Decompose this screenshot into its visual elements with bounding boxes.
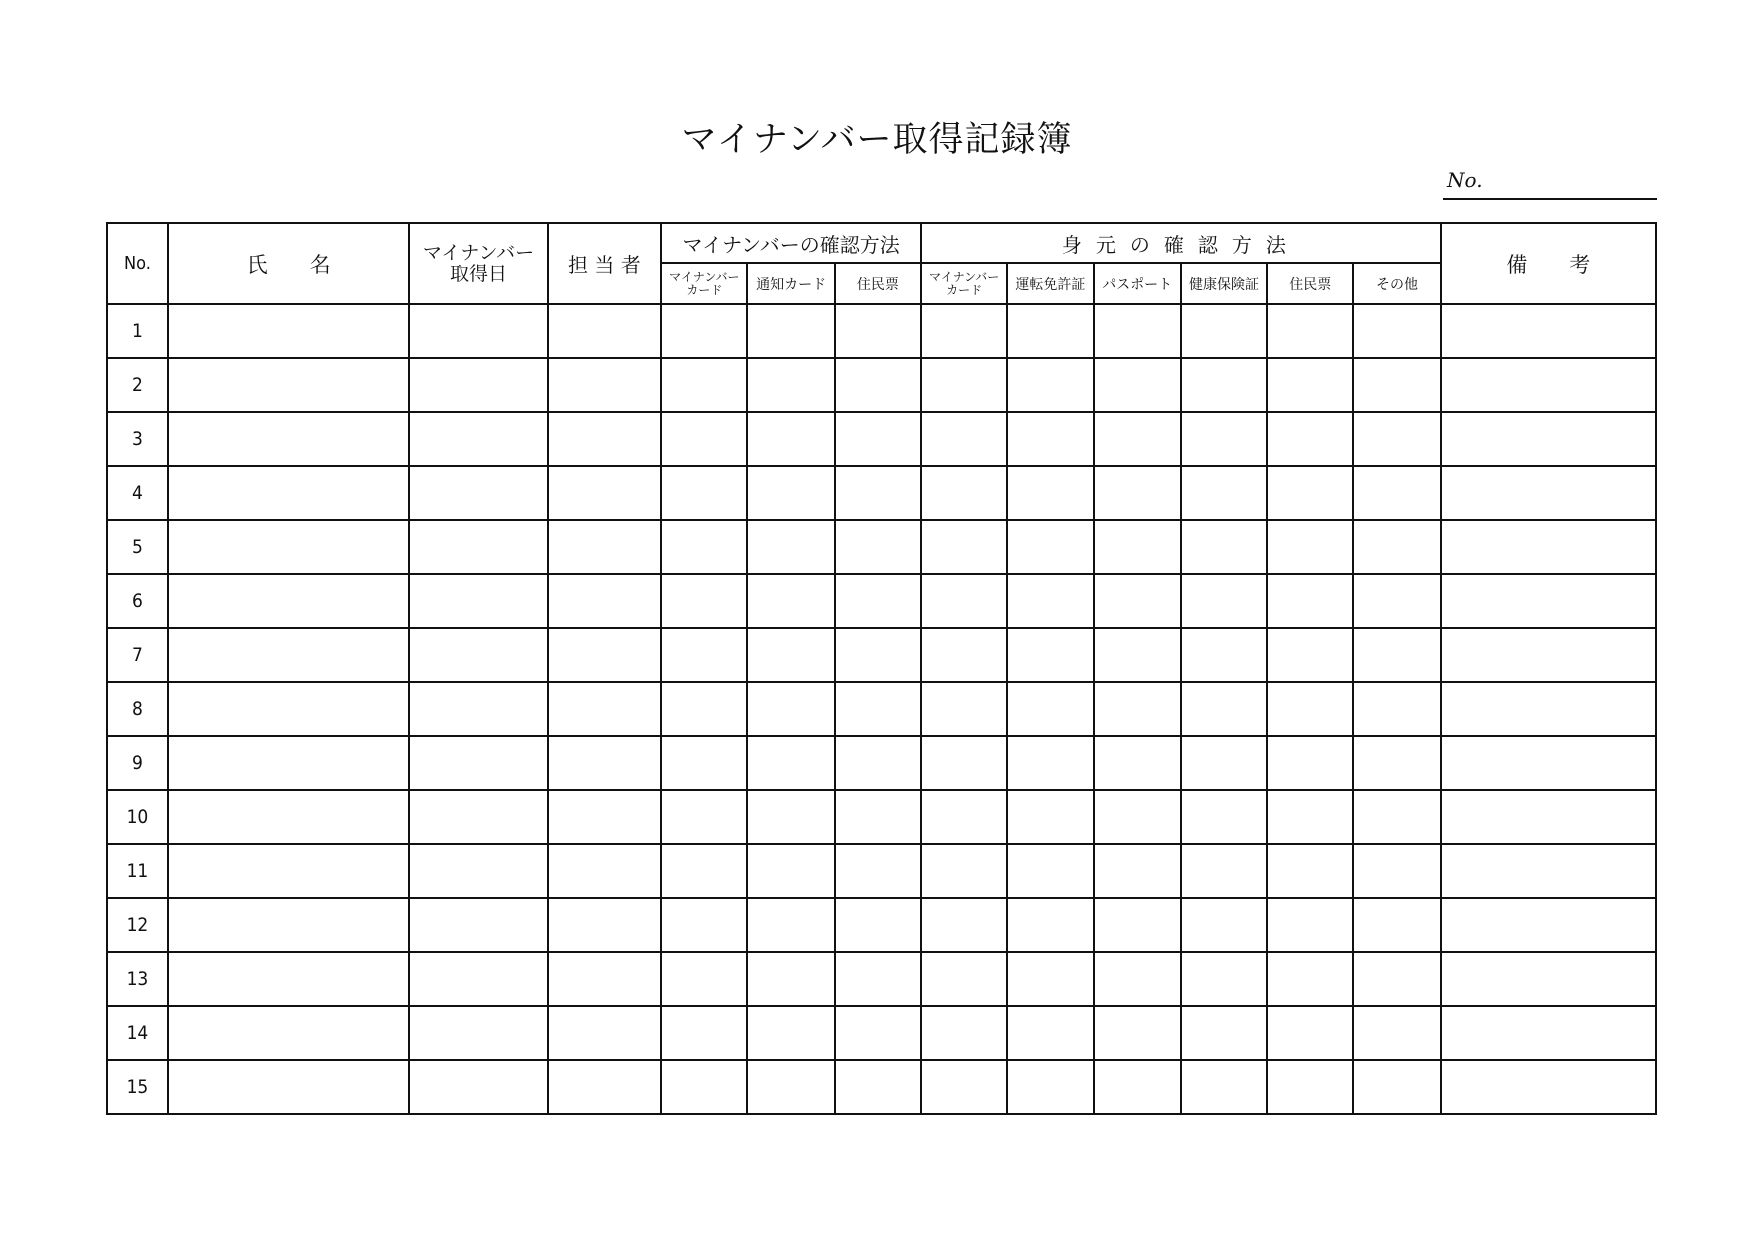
header-mynumber-check-resident: 住民票 — [835, 263, 921, 304]
passport-cell[interactable] — [1094, 574, 1181, 628]
row-number: 14 — [107, 1006, 168, 1060]
identity-check-card-cell[interactable] — [921, 304, 1007, 358]
acquired-date-cell[interactable] — [409, 412, 547, 466]
notification-card-cell[interactable] — [747, 628, 834, 682]
row-number: 7 — [107, 628, 168, 682]
other-cell[interactable] — [1353, 1060, 1440, 1114]
mynumber-check-card-cell[interactable] — [661, 682, 747, 736]
staff-cell[interactable] — [548, 790, 662, 844]
drivers-license-cell[interactable] — [1007, 466, 1093, 520]
name-cell[interactable] — [168, 736, 410, 790]
table-row — [107, 628, 1656, 682]
header-name: 氏 名 — [168, 223, 410, 304]
header-mynumber-check-card — [661, 263, 747, 304]
health-insurance-cell[interactable] — [1181, 682, 1267, 736]
header-identity-check-card-line1: マイナンバー — [928, 269, 1000, 284]
mynumber-check-resident-cell[interactable] — [835, 844, 921, 898]
mynumber-check-resident-cell[interactable] — [835, 466, 921, 520]
notification-card-cell[interactable] — [747, 1006, 834, 1060]
acquired-date-cell[interactable] — [409, 682, 547, 736]
name-cell[interactable] — [168, 898, 410, 952]
header-identity-check-card — [921, 263, 1007, 304]
mynumber-check-card-cell[interactable] — [661, 1060, 747, 1114]
mynumber-check-card-cell[interactable] — [661, 736, 747, 790]
health-insurance-cell[interactable] — [1181, 520, 1267, 574]
other-cell[interactable] — [1353, 520, 1440, 574]
mynumber-check-resident-cell[interactable] — [835, 1060, 921, 1114]
notification-card-cell[interactable] — [747, 358, 834, 412]
acquired-date-cell[interactable] — [409, 790, 547, 844]
row-number: 5 — [107, 520, 168, 574]
name-cell[interactable] — [168, 844, 410, 898]
record-table — [106, 222, 1657, 1115]
name-cell[interactable] — [168, 1060, 410, 1114]
identity-check-resident-cell[interactable] — [1267, 736, 1353, 790]
table-row — [107, 736, 1656, 790]
drivers-license-cell[interactable] — [1007, 628, 1093, 682]
header-acquired-date-line1: マイナンバー — [422, 241, 535, 264]
staff-cell[interactable] — [548, 304, 662, 358]
health-insurance-cell[interactable] — [1181, 898, 1267, 952]
acquired-date-cell[interactable] — [409, 358, 547, 412]
other-cell[interactable] — [1353, 358, 1440, 412]
mynumber-check-resident-cell[interactable] — [835, 574, 921, 628]
staff-cell[interactable] — [548, 358, 662, 412]
name-cell[interactable] — [168, 574, 410, 628]
staff-cell[interactable] — [548, 1006, 662, 1060]
staff-cell[interactable] — [548, 412, 662, 466]
passport-cell[interactable] — [1094, 844, 1181, 898]
remarks-cell[interactable] — [1441, 790, 1656, 844]
acquired-date-cell[interactable] — [409, 952, 547, 1006]
header-mynumber-check-card-line2: カード — [686, 282, 723, 297]
health-insurance-cell[interactable] — [1181, 466, 1267, 520]
identity-check-resident-cell[interactable] — [1267, 682, 1353, 736]
identity-check-resident-cell[interactable] — [1267, 790, 1353, 844]
other-cell[interactable] — [1353, 898, 1440, 952]
passport-cell[interactable] — [1094, 736, 1181, 790]
table-row — [107, 682, 1656, 736]
notification-card-cell[interactable] — [747, 682, 834, 736]
drivers-license-cell[interactable] — [1007, 682, 1093, 736]
name-cell[interactable] — [168, 682, 410, 736]
drivers-license-cell[interactable] — [1007, 520, 1093, 574]
mynumber-check-resident-cell[interactable] — [835, 304, 921, 358]
notification-card-cell[interactable] — [747, 952, 834, 1006]
table-row — [107, 844, 1656, 898]
passport-cell[interactable] — [1094, 358, 1181, 412]
identity-check-card-cell[interactable] — [921, 736, 1007, 790]
document-number-label: No. — [1447, 168, 1483, 192]
drivers-license-cell[interactable] — [1007, 844, 1093, 898]
row-number: 11 — [107, 844, 168, 898]
other-cell[interactable] — [1353, 466, 1440, 520]
drivers-license-cell[interactable] — [1007, 1006, 1093, 1060]
passport-cell[interactable] — [1094, 898, 1181, 952]
mynumber-check-card-cell[interactable] — [661, 844, 747, 898]
acquired-date-cell[interactable] — [409, 1060, 547, 1114]
header-staff: 担 当 者 — [548, 223, 662, 304]
identity-check-card-cell[interactable] — [921, 844, 1007, 898]
remarks-cell[interactable] — [1441, 574, 1656, 628]
health-insurance-cell[interactable] — [1181, 1006, 1267, 1060]
remarks-cell[interactable] — [1441, 682, 1656, 736]
acquired-date-cell[interactable] — [409, 1006, 547, 1060]
health-insurance-cell[interactable] — [1181, 412, 1267, 466]
identity-check-card-cell[interactable] — [921, 628, 1007, 682]
identity-check-resident-cell[interactable] — [1267, 304, 1353, 358]
other-cell[interactable] — [1353, 736, 1440, 790]
mynumber-check-resident-cell[interactable] — [835, 412, 921, 466]
mynumber-check-card-cell[interactable] — [661, 304, 747, 358]
staff-cell[interactable] — [548, 574, 662, 628]
other-cell[interactable] — [1353, 412, 1440, 466]
other-cell[interactable] — [1353, 952, 1440, 1006]
mynumber-check-resident-cell[interactable] — [835, 790, 921, 844]
row-number: 2 — [107, 358, 168, 412]
drivers-license-cell[interactable] — [1007, 1060, 1093, 1114]
staff-cell[interactable] — [548, 682, 662, 736]
mynumber-check-resident-cell[interactable] — [835, 1006, 921, 1060]
notification-card-cell[interactable] — [747, 520, 834, 574]
passport-cell[interactable] — [1094, 628, 1181, 682]
mynumber-check-resident-cell[interactable] — [835, 520, 921, 574]
remarks-cell[interactable] — [1441, 1060, 1656, 1114]
staff-cell[interactable] — [548, 520, 662, 574]
identity-check-card-cell[interactable] — [921, 358, 1007, 412]
health-insurance-cell[interactable] — [1181, 952, 1267, 1006]
row-number: 13 — [107, 952, 168, 1006]
identity-check-card-cell[interactable] — [921, 898, 1007, 952]
header-identity-check-resident: 住民票 — [1267, 263, 1353, 304]
identity-check-resident-cell[interactable] — [1267, 952, 1353, 1006]
mynumber-check-card-cell[interactable] — [661, 898, 747, 952]
row-number: 15 — [107, 1060, 168, 1114]
health-insurance-cell[interactable] — [1181, 736, 1267, 790]
header-mynumber-check-card-line1: マイナンバー — [669, 269, 740, 284]
passport-cell[interactable] — [1094, 1060, 1181, 1114]
header-remarks: 備 考 — [1441, 223, 1656, 304]
name-cell[interactable] — [168, 952, 410, 1006]
header-health-insurance: 健康保険証 — [1181, 263, 1267, 304]
staff-cell[interactable] — [548, 898, 662, 952]
notification-card-cell[interactable] — [747, 898, 834, 952]
identity-check-resident-cell[interactable] — [1267, 628, 1353, 682]
notification-card-cell[interactable] — [747, 736, 834, 790]
staff-cell[interactable] — [548, 736, 662, 790]
name-cell[interactable] — [168, 628, 410, 682]
identity-check-resident-cell[interactable] — [1267, 358, 1353, 412]
identity-check-card-cell[interactable] — [921, 520, 1007, 574]
mynumber-check-resident-cell[interactable] — [835, 682, 921, 736]
identity-check-card-cell[interactable] — [921, 1006, 1007, 1060]
row-number: 3 — [107, 412, 168, 466]
identity-check-resident-cell[interactable] — [1267, 520, 1353, 574]
remarks-cell[interactable] — [1441, 412, 1656, 466]
notification-card-cell[interactable] — [747, 1060, 834, 1114]
mynumber-check-card-cell[interactable] — [661, 520, 747, 574]
drivers-license-cell[interactable] — [1007, 412, 1093, 466]
mynumber-check-card-cell[interactable] — [661, 358, 747, 412]
identity-check-resident-cell[interactable] — [1267, 1006, 1353, 1060]
health-insurance-cell[interactable] — [1181, 844, 1267, 898]
table-row — [107, 412, 1656, 466]
mynumber-check-resident-cell[interactable] — [835, 628, 921, 682]
header-identity-check-group: 身元の確認方法 — [921, 223, 1441, 263]
header-acquired-date — [409, 223, 547, 304]
name-cell[interactable] — [168, 358, 410, 412]
acquired-date-cell[interactable] — [409, 574, 547, 628]
mynumber-check-resident-cell[interactable] — [835, 736, 921, 790]
passport-cell[interactable] — [1094, 412, 1181, 466]
health-insurance-cell[interactable] — [1181, 574, 1267, 628]
other-cell[interactable] — [1353, 682, 1440, 736]
passport-cell[interactable] — [1094, 520, 1181, 574]
passport-cell[interactable] — [1094, 304, 1181, 358]
remarks-cell[interactable] — [1441, 952, 1656, 1006]
identity-check-card-cell[interactable] — [921, 466, 1007, 520]
drivers-license-cell[interactable] — [1007, 736, 1093, 790]
drivers-license-cell[interactable] — [1007, 304, 1093, 358]
row-number: 10 — [107, 790, 168, 844]
identity-check-resident-cell[interactable] — [1267, 844, 1353, 898]
header-notification-card: 通知カード — [747, 263, 834, 304]
row-number: 6 — [107, 574, 168, 628]
drivers-license-cell[interactable] — [1007, 574, 1093, 628]
name-cell[interactable] — [168, 304, 410, 358]
drivers-license-cell[interactable] — [1007, 790, 1093, 844]
acquired-date-cell[interactable] — [409, 736, 547, 790]
mynumber-check-card-cell[interactable] — [661, 628, 747, 682]
drivers-license-cell[interactable] — [1007, 898, 1093, 952]
name-cell[interactable] — [168, 790, 410, 844]
mynumber-check-resident-cell[interactable] — [835, 898, 921, 952]
remarks-cell[interactable] — [1441, 1006, 1656, 1060]
remarks-cell[interactable] — [1441, 736, 1656, 790]
table-row — [107, 574, 1656, 628]
notification-card-cell[interactable] — [747, 574, 834, 628]
acquired-date-cell[interactable] — [409, 520, 547, 574]
remarks-cell[interactable] — [1441, 844, 1656, 898]
passport-cell[interactable] — [1094, 466, 1181, 520]
health-insurance-cell[interactable] — [1181, 358, 1267, 412]
row-number: 12 — [107, 898, 168, 952]
header-identity-check-card-line2: カード — [946, 282, 983, 297]
notification-card-cell[interactable] — [747, 790, 834, 844]
passport-cell[interactable] — [1094, 1006, 1181, 1060]
other-cell[interactable] — [1353, 1006, 1440, 1060]
staff-cell[interactable] — [548, 628, 662, 682]
name-cell[interactable] — [168, 466, 410, 520]
identity-check-card-cell[interactable] — [921, 952, 1007, 1006]
health-insurance-cell[interactable] — [1181, 790, 1267, 844]
table-row — [107, 466, 1656, 520]
health-insurance-cell[interactable] — [1181, 628, 1267, 682]
acquired-date-cell[interactable] — [409, 304, 547, 358]
name-cell[interactable] — [168, 412, 410, 466]
passport-cell[interactable] — [1094, 952, 1181, 1006]
mynumber-check-card-cell[interactable] — [661, 790, 747, 844]
staff-cell[interactable] — [548, 466, 662, 520]
header-other: その他 — [1353, 263, 1440, 304]
identity-check-resident-cell[interactable] — [1267, 1060, 1353, 1114]
identity-check-resident-cell[interactable] — [1267, 412, 1353, 466]
notification-card-cell[interactable] — [747, 466, 834, 520]
header-drivers-license: 運転免許証 — [1007, 263, 1093, 304]
header-no: No. — [107, 223, 168, 304]
passport-cell[interactable] — [1094, 790, 1181, 844]
table-row — [107, 1060, 1656, 1114]
identity-check-card-cell[interactable] — [921, 790, 1007, 844]
notification-card-cell[interactable] — [747, 412, 834, 466]
mynumber-check-card-cell[interactable] — [661, 466, 747, 520]
identity-check-card-cell[interactable] — [921, 574, 1007, 628]
other-cell[interactable] — [1353, 844, 1440, 898]
header-acquired-date-line2: 取得日 — [449, 262, 507, 285]
notification-card-cell[interactable] — [747, 304, 834, 358]
row-number: 1 — [107, 304, 168, 358]
page-title: マイナンバー取得記録簿 — [681, 120, 1073, 160]
mynumber-check-resident-cell[interactable] — [835, 358, 921, 412]
header-mynumber-check-group: マイナンバーの確認方法 — [661, 223, 921, 263]
passport-cell[interactable] — [1094, 682, 1181, 736]
table-row — [107, 358, 1656, 412]
other-cell[interactable] — [1353, 574, 1440, 628]
row-number: 9 — [107, 736, 168, 790]
mynumber-check-card-cell[interactable] — [661, 412, 747, 466]
table-row — [107, 952, 1656, 1006]
mynumber-check-card-cell[interactable] — [661, 952, 747, 1006]
notification-card-cell[interactable] — [747, 844, 834, 898]
mynumber-check-card-cell[interactable] — [661, 574, 747, 628]
acquired-date-cell[interactable] — [409, 466, 547, 520]
row-number: 8 — [107, 682, 168, 736]
drivers-license-cell[interactable] — [1007, 358, 1093, 412]
name-cell[interactable] — [168, 520, 410, 574]
staff-cell[interactable] — [548, 1060, 662, 1114]
table-row — [107, 898, 1656, 952]
identity-check-resident-cell[interactable] — [1267, 574, 1353, 628]
remarks-cell[interactable] — [1441, 898, 1656, 952]
acquired-date-cell[interactable] — [409, 628, 547, 682]
remarks-cell[interactable] — [1441, 466, 1656, 520]
health-insurance-cell[interactable] — [1181, 1060, 1267, 1114]
remarks-cell[interactable] — [1441, 304, 1656, 358]
identity-check-card-cell[interactable] — [921, 412, 1007, 466]
name-cell[interactable] — [168, 1006, 410, 1060]
remarks-cell[interactable] — [1441, 628, 1656, 682]
identity-check-card-cell[interactable] — [921, 1060, 1007, 1114]
identity-check-resident-cell[interactable] — [1267, 466, 1353, 520]
other-cell[interactable] — [1353, 304, 1440, 358]
document-number-field[interactable] — [1443, 164, 1657, 200]
staff-cell[interactable] — [548, 952, 662, 1006]
staff-cell[interactable] — [548, 844, 662, 898]
header-passport: パスポート — [1094, 263, 1181, 304]
health-insurance-cell[interactable] — [1181, 304, 1267, 358]
mynumber-check-card-cell[interactable] — [661, 1006, 747, 1060]
table-row — [107, 304, 1656, 358]
remarks-cell[interactable] — [1441, 358, 1656, 412]
table-row — [107, 1006, 1656, 1060]
table-row — [107, 790, 1656, 844]
drivers-license-cell[interactable] — [1007, 952, 1093, 1006]
acquired-date-cell[interactable] — [409, 898, 547, 952]
remarks-cell[interactable] — [1441, 520, 1656, 574]
identity-check-resident-cell[interactable] — [1267, 898, 1353, 952]
table-row — [107, 520, 1656, 574]
mynumber-check-resident-cell[interactable] — [835, 952, 921, 1006]
row-number: 4 — [107, 466, 168, 520]
identity-check-card-cell[interactable] — [921, 682, 1007, 736]
acquired-date-cell[interactable] — [409, 844, 547, 898]
other-cell[interactable] — [1353, 628, 1440, 682]
other-cell[interactable] — [1353, 790, 1440, 844]
